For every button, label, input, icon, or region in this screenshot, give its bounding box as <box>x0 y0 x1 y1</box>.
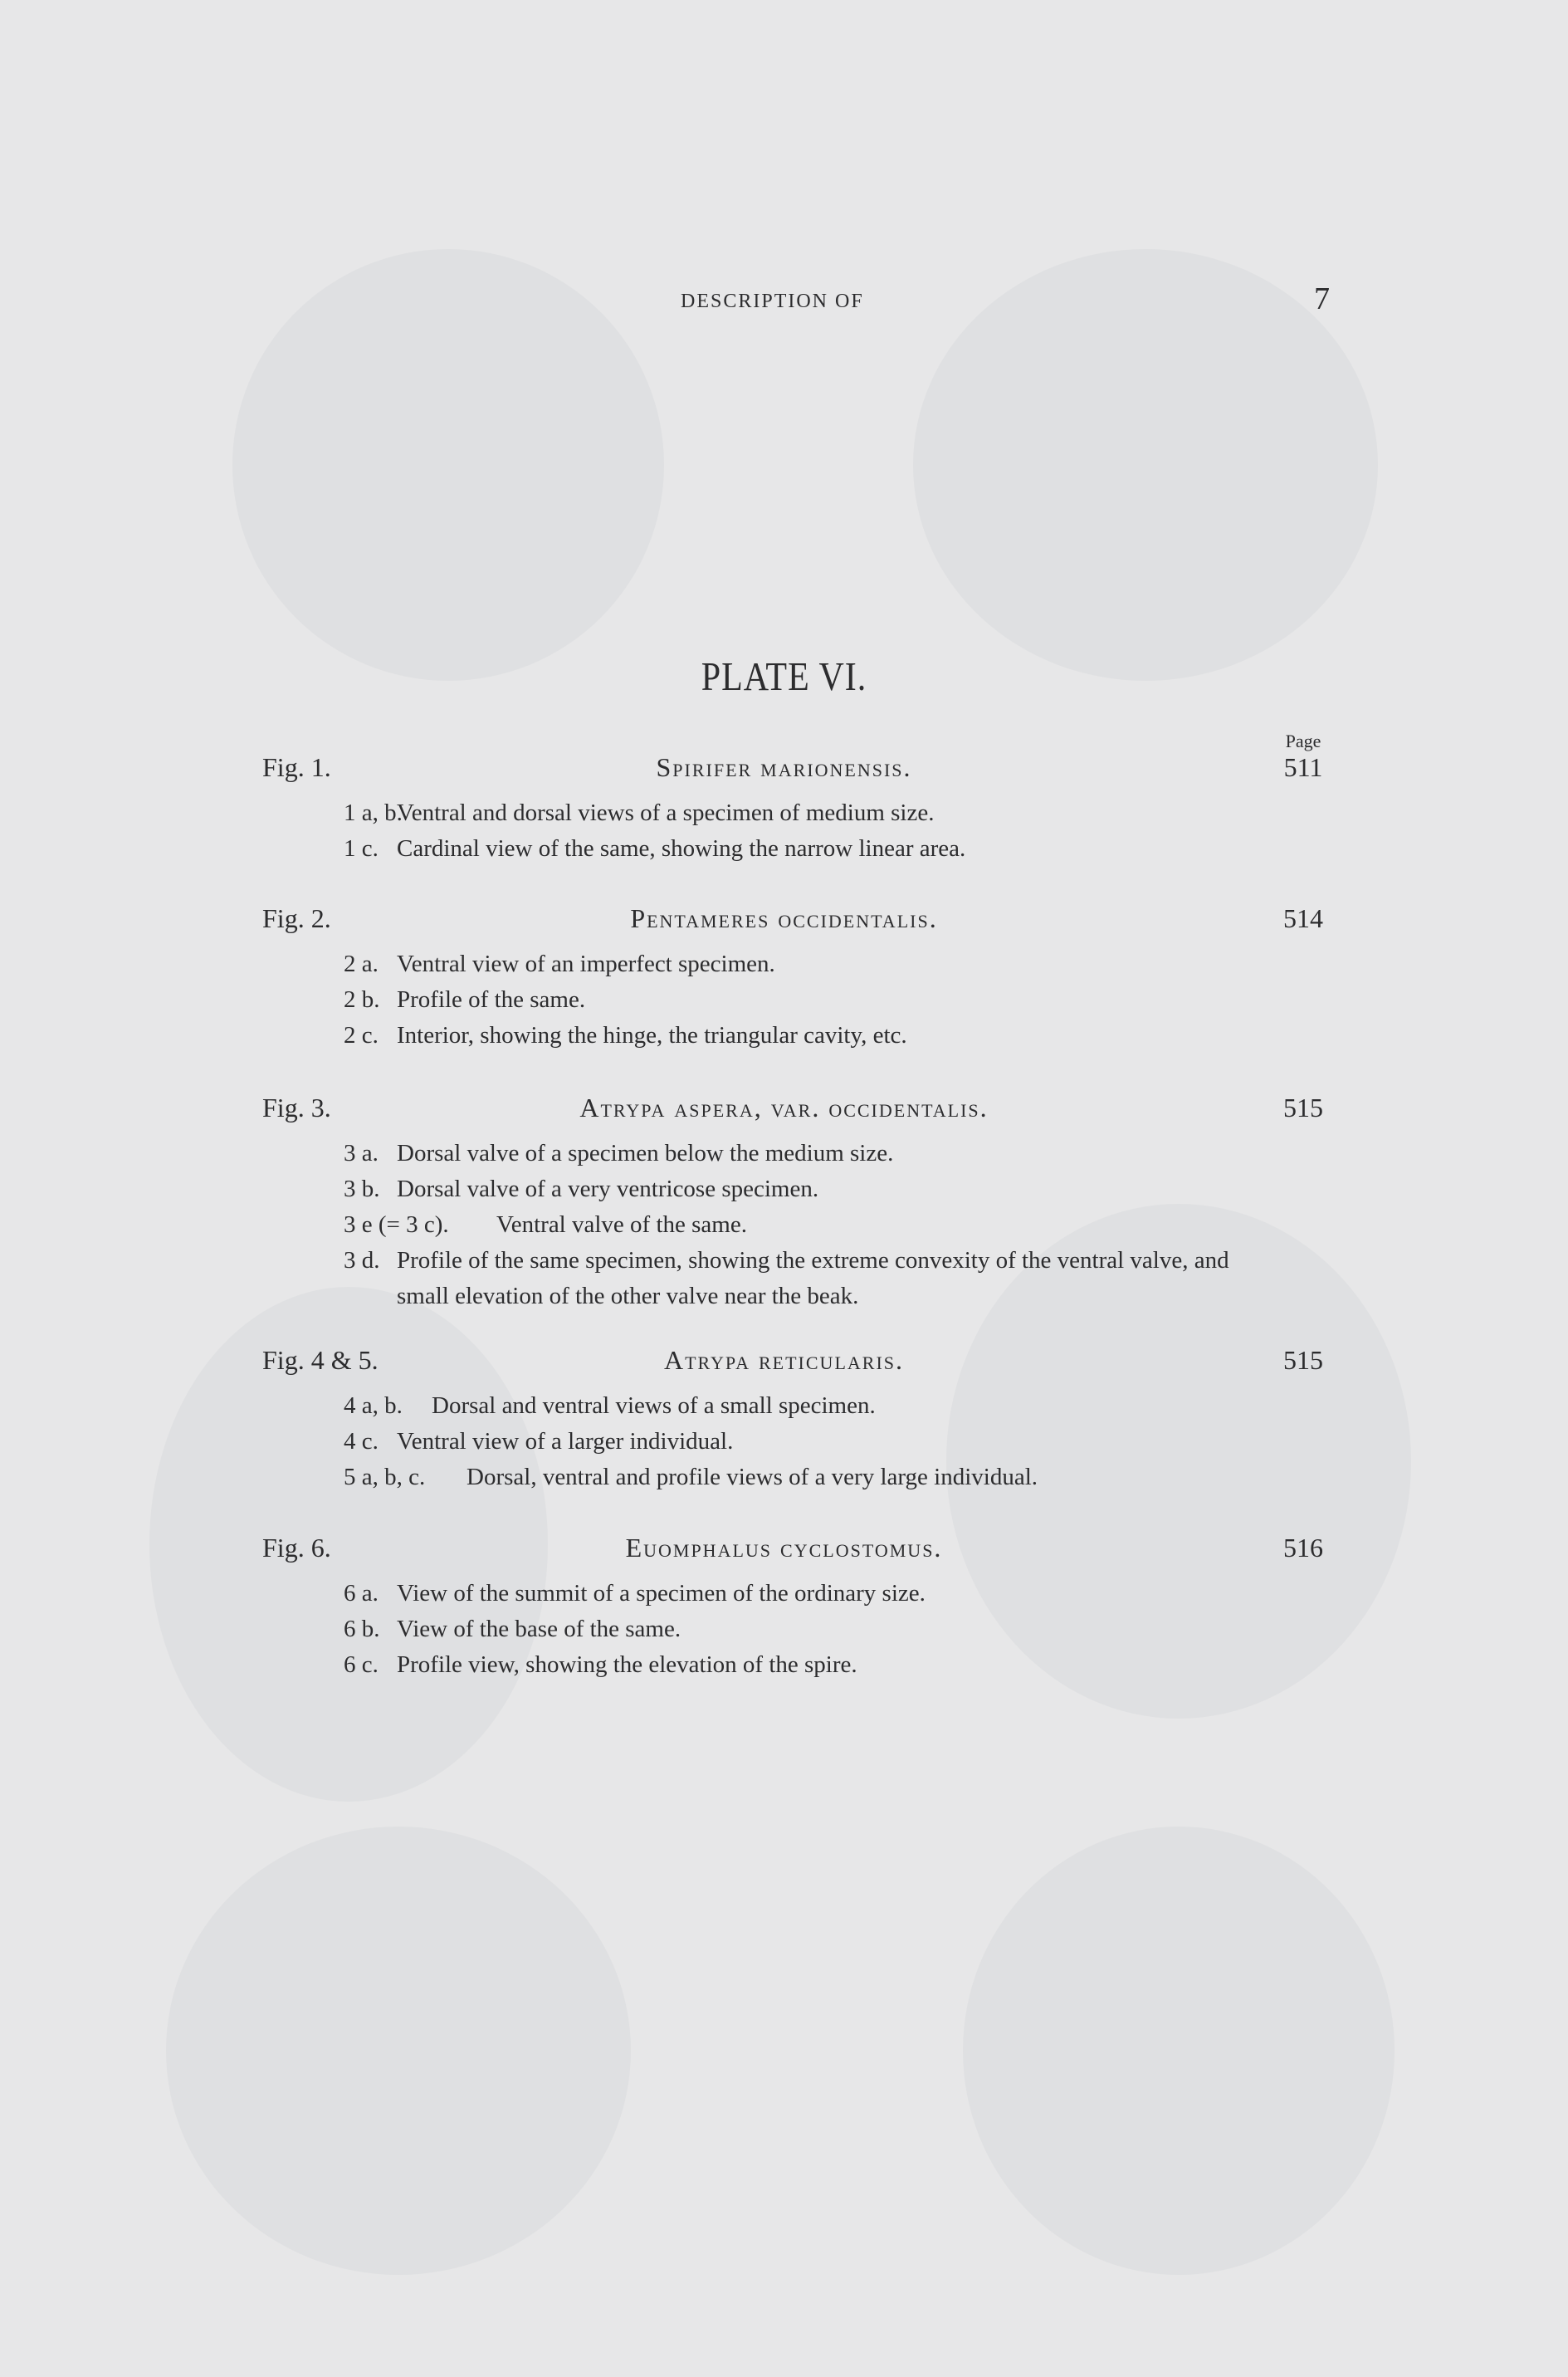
figure-entry <box>0 903 1568 1054</box>
item-text: Profile of the same specimen, showing the extreme convexity of the ventral valve, and small elevation of the other valve near the beak. <box>397 1247 1229 1309</box>
figure-item <box>0 1388 1568 1424</box>
figure-item <box>0 795 1568 831</box>
item-code: 5 a, b, c. <box>344 1464 426 1490</box>
figure-item <box>0 1460 1568 1495</box>
item-code: 2 b. <box>344 986 380 1013</box>
figure-item <box>0 1171 1568 1207</box>
figure-label: Fig. 1. <box>262 752 331 782</box>
item-code: 6 b. <box>344 1616 380 1642</box>
item-text: Ventral and dorsal views of a specimen of medium size. <box>397 800 935 826</box>
figure-page: 515 <box>1283 1345 1323 1375</box>
page-header <box>0 281 1568 324</box>
figure-item <box>0 1647 1568 1683</box>
figure-item <box>0 1207 1568 1243</box>
figure-item <box>0 946 1568 982</box>
figure-label: Fig. 3. <box>262 1093 331 1122</box>
figure-item <box>0 1136 1568 1171</box>
item-text: Profile view, showing the elevation of the spire. <box>397 1651 857 1678</box>
figure-entry <box>0 1345 1568 1495</box>
figure-page: 514 <box>1283 903 1323 933</box>
page-column-label: Page <box>1285 731 1321 751</box>
item-code: 2 a. <box>344 951 379 977</box>
figure-label: Fig. 2. <box>262 903 331 933</box>
running-title: DESCRIPTION OF <box>681 291 864 312</box>
item-code: 4 c. <box>344 1428 379 1455</box>
page-number: 7 <box>1314 281 1330 316</box>
item-text: Dorsal valve of a specimen below the medium size. <box>397 1140 894 1166</box>
item-code: 3 e (= 3 c). <box>344 1211 449 1238</box>
item-text: Dorsal and ventral views of a small specimen. <box>432 1392 876 1419</box>
figure-item <box>0 982 1568 1018</box>
plate-title: PLATE VI. <box>701 655 867 700</box>
figure-item <box>0 1018 1568 1054</box>
figure-item <box>0 1576 1568 1612</box>
item-code: 2 c. <box>344 1022 379 1049</box>
figure-entry <box>0 1093 1568 1314</box>
figure-label: Fig. 4 & 5. <box>262 1345 379 1375</box>
item-text: Interior, showing the hinge, the triangular cavity, etc. <box>397 1022 907 1049</box>
figure-title: Spirifer marionensis. <box>656 752 912 782</box>
item-text: Ventral view of an imperfect specimen. <box>397 951 775 977</box>
item-code: 1 c. <box>344 835 379 862</box>
item-text: Profile of the same. <box>397 986 586 1013</box>
item-code: 6 a. <box>344 1580 379 1607</box>
item-text: Ventral view of a larger individual. <box>397 1428 734 1455</box>
figure-item <box>0 1243 1568 1314</box>
figure-title: Atrypa aspera, var. occidentalis. <box>579 1093 989 1122</box>
figure-item <box>0 1612 1568 1647</box>
item-text: Dorsal valve of a very ventricose specimen. <box>397 1176 819 1202</box>
item-text: Cardinal view of the same, showing the narrow linear area. <box>397 835 966 862</box>
item-text: Ventral valve of the same. <box>496 1211 747 1238</box>
figure-item <box>0 831 1568 867</box>
item-code: 3 a. <box>344 1140 379 1166</box>
figure-title: Pentameres occidentalis. <box>630 903 938 933</box>
figure-item <box>0 1424 1568 1460</box>
item-code: 1 a, b. <box>344 800 403 826</box>
figure-entry <box>0 1533 1568 1683</box>
figure-page: 511 <box>1283 752 1323 782</box>
item-code: 6 c. <box>344 1651 379 1678</box>
item-code: 3 b. <box>344 1176 380 1202</box>
figure-page: 515 <box>1283 1093 1323 1122</box>
item-text: View of the base of the same. <box>397 1616 681 1642</box>
figure-title: Euomphalus cyclostomus. <box>625 1533 943 1563</box>
item-code: 3 d. <box>344 1247 380 1274</box>
figure-label: Fig. 6. <box>262 1533 331 1563</box>
item-text: View of the summit of a specimen of the ordinary size. <box>397 1580 926 1607</box>
item-code: 4 a, b. <box>344 1392 403 1419</box>
figure-entry <box>0 752 1568 867</box>
figure-page: 516 <box>1283 1533 1323 1563</box>
figure-title: Atrypa reticularis. <box>664 1345 904 1375</box>
bleed-through-blob <box>166 1827 631 2275</box>
item-text: Dorsal, ventral and profile views of a very large individual. <box>466 1464 1038 1490</box>
bleed-through-blob <box>963 1827 1395 2275</box>
